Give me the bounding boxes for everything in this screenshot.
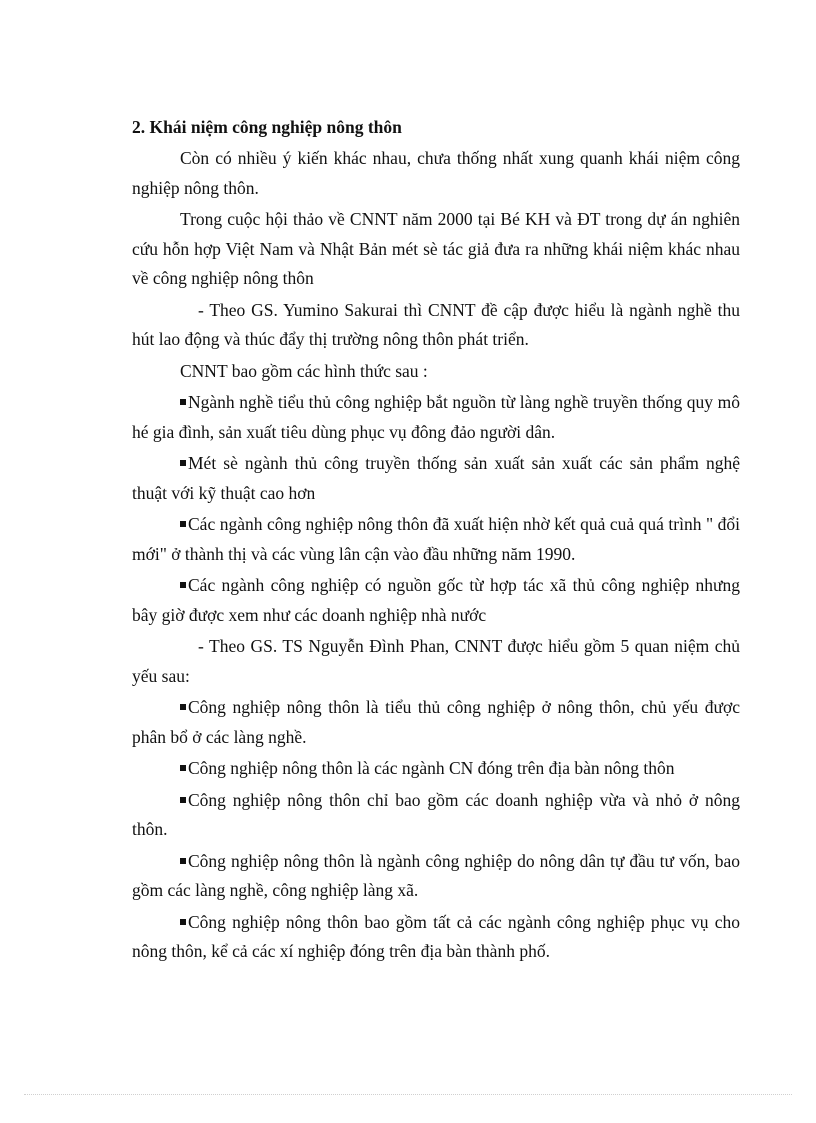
- intro-paragraph: Còn có nhiều ý kiến khác nhau, chưa thống nhất xung quanh khái niệm công nghiệp nông thôn.: [132, 148, 740, 198]
- document-body: [132, 114, 740, 969]
- concept-item-text: Công nghiệp nông thôn là ngành công nghiệp do nông dân tự đầu tư vốn, bao gồm các làng nghề, công nghiệp làng xã.: [132, 850, 740, 900]
- concept-item-4: [132, 847, 740, 906]
- concept-item-text: Công nghiệp nông thôn là tiểu thủ công nghiệp ở nông thôn, chủ yếu được phân bổ ở các làng nghề.: [132, 697, 740, 747]
- concept-item-text: Công nghiệp nông thôn chỉ bao gồm các doanh nghiệp vừa và nhỏ ở nông thôn.: [132, 789, 740, 839]
- form-item-text: Các ngành công nghiệp có nguồn gốc từ hợp tác xã thủ công nghiệp nhưng bây giờ được xem như các doanh nghiệp nhà nước: [132, 575, 740, 625]
- concept-item-2: [132, 754, 740, 784]
- form-item-1: [132, 388, 740, 447]
- concept-item-text: Công nghiệp nông thôn là các ngành CN đóng trên địa bàn nông thôn: [188, 758, 675, 778]
- forms-intro-paragraph: CNNT bao gồm các hình thức sau :: [180, 360, 428, 381]
- concept-item-text: Công nghiệp nông thôn bao gồm tất cả các ngành công nghiệp phục vụ cho nông thôn, kể cả các xí nghiệp đóng trên địa bàn thành phố.: [132, 911, 740, 961]
- square-bullet-icon: [180, 399, 186, 405]
- square-bullet-icon: [180, 765, 186, 771]
- square-bullet-icon: [180, 704, 186, 710]
- square-bullet-icon: [180, 460, 186, 466]
- square-bullet-icon: [180, 521, 186, 527]
- section-heading: 2. Khái niệm công nghiệp nông thôn: [132, 117, 402, 137]
- square-bullet-icon: [180, 858, 186, 864]
- form-item-text: Mét sè ngành thủ công truyền thống sản xuất sản xuất các sản phẩm nghệ thuật với kỹ thuật cao hơn: [132, 453, 740, 503]
- sakurai-view-paragraph: - Theo GS. Yumino Sakurai thì CNNT đề cập được hiểu là ngành nghề thu hút lao động và thúc đẩy thị trường nông thôn phát triển.: [132, 299, 740, 349]
- square-bullet-icon: [180, 797, 186, 803]
- concept-item-5: [132, 908, 740, 967]
- form-item-3: [132, 510, 740, 569]
- form-item-text: Các ngành công nghiệp nông thôn đã xuất hiện nhờ kết quả cuả quá trình " đổi mới" ở thành thị và các vùng lân cận vào đầu những năm 1990.: [132, 514, 740, 564]
- form-item-text: Ngành nghề tiểu thủ công nghiệp bắt nguồn từ làng nghề truyền thống quy mô hé gia đình, sản xuất tiêu dùng phục vụ đông đảo người dân.: [132, 392, 740, 442]
- concept-item-3: [132, 786, 740, 845]
- square-bullet-icon: [180, 582, 186, 588]
- page-footer-divider: [24, 1094, 792, 1095]
- square-bullet-icon: [180, 919, 186, 925]
- form-item-2: [132, 449, 740, 508]
- concept-item-1: [132, 693, 740, 752]
- conference-paragraph: Trong cuộc hội thảo về CNNT năm 2000 tại Bé KH và ĐT trong dự án nghiên cứu hỗn hợp Việt Nam và Nhật Bản mét sè tác giả đưa ra những khái niệm khác nhau về công nghiệp nông thôn: [132, 209, 740, 288]
- form-item-4: [132, 571, 740, 630]
- phan-view-paragraph: - Theo GS. TS Nguyễn Đình Phan, CNNT được hiểu gồm 5 quan niệm chủ yếu sau:: [132, 636, 740, 686]
